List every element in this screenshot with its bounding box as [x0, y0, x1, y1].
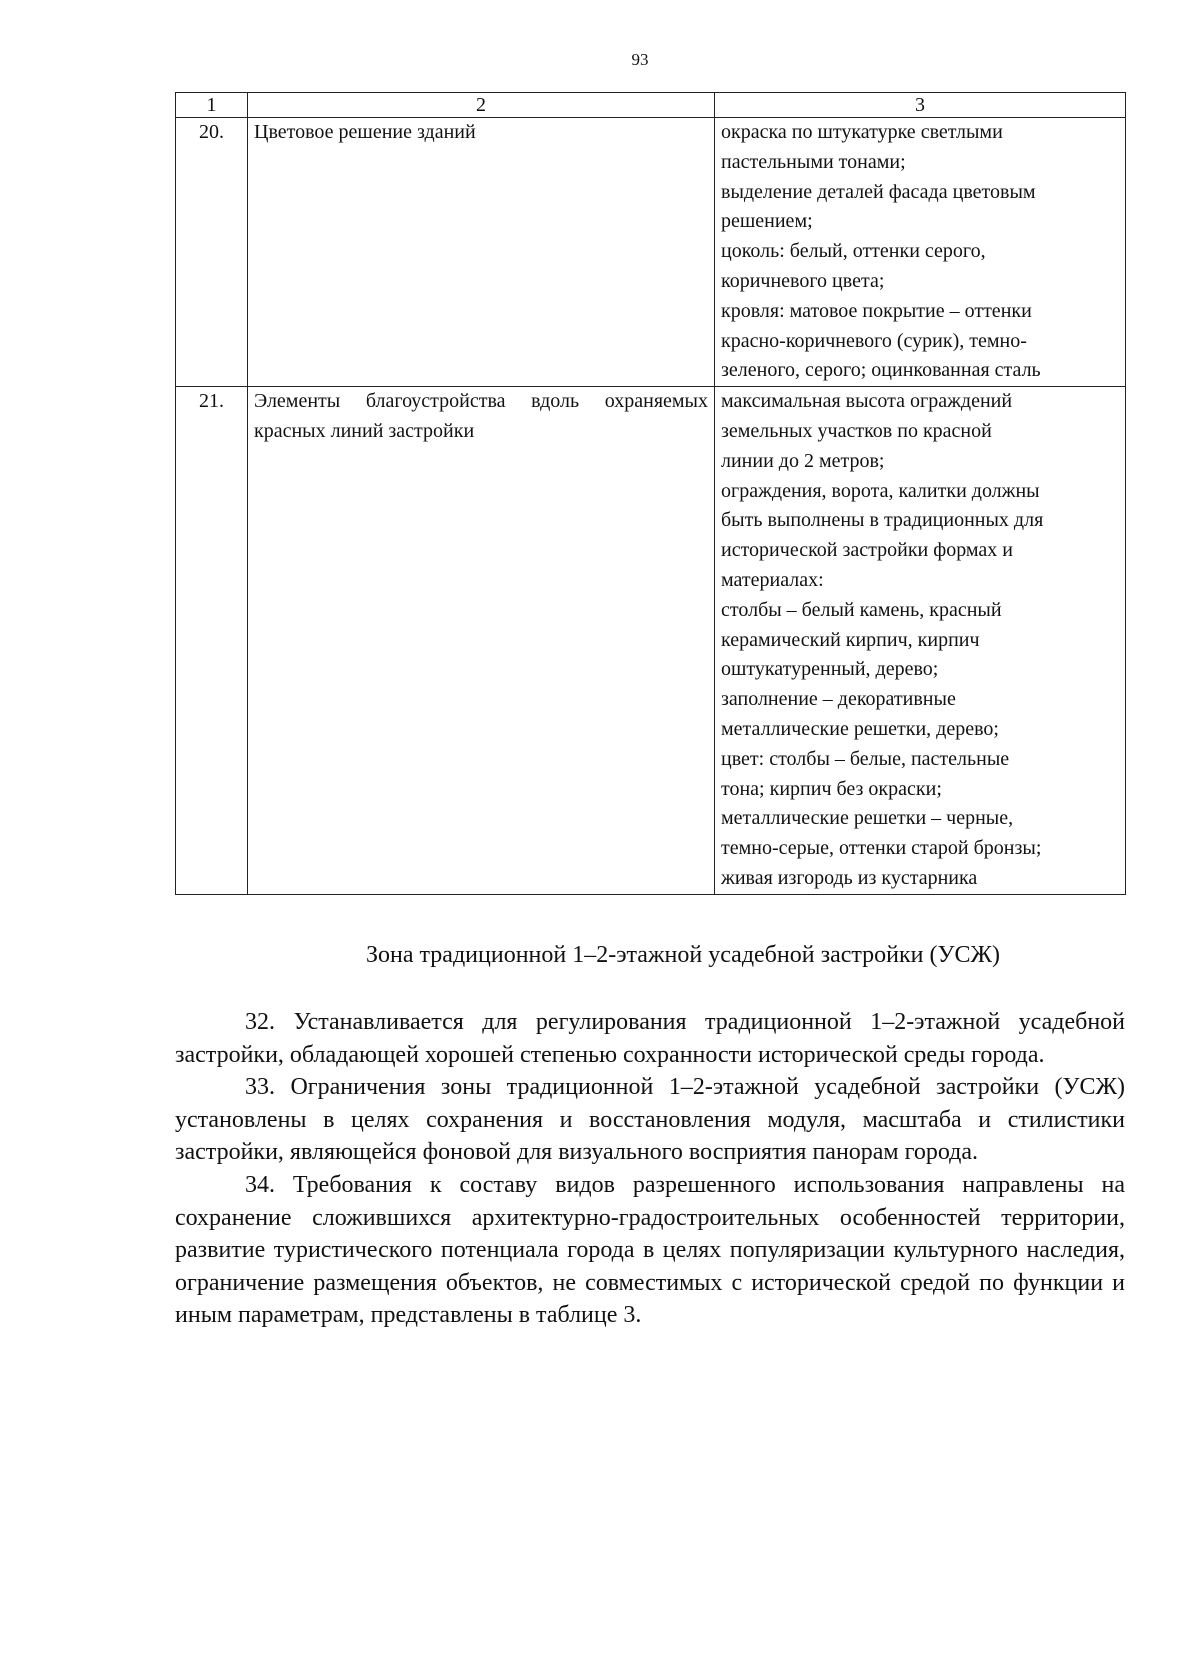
description-line: линии до 2 метров;	[721, 449, 885, 472]
row-name-text: Цветовое решение зданий	[254, 121, 476, 143]
row-description	[715, 387, 1126, 895]
section-heading: Зона традиционной 1–2-этажной усадебной застройки (УСЖ)	[366, 942, 1000, 968]
description-line: максимальная высота ограждений	[721, 390, 1013, 413]
description-line: материалах:	[721, 568, 824, 591]
description-line: заполнение – декоративные	[721, 688, 956, 711]
paragraph-34: 34. Требования к составу видов разрешенного использования направлены на сохранение сложившихся архитектурно-градостроительных особенностей территории, развитие туристического потенциала города в целях популяризации культурного наследия, ограничение размещения объектов, не совместимых с исторической средой по функции и иным параметрам, представлены в таблице 3.	[175, 1171, 1125, 1329]
table-header-cell: 1	[176, 93, 248, 118]
description-line: керамический кирпич, кирпич	[721, 628, 980, 651]
row-number: 20.	[176, 118, 248, 387]
table-header-cell: 2	[248, 93, 715, 118]
description-line: кровля: матовое покрытие – оттенки	[721, 299, 1032, 322]
description-line: решением;	[721, 210, 813, 233]
row-name-text: Элементы благоустройства вдоль охраняемых красных линий застройки	[254, 390, 708, 442]
page-number: 93	[631, 50, 649, 69]
description-line: коричневого цвета;	[721, 269, 885, 292]
description-line: металлические решетки – черные,	[721, 807, 1014, 830]
description-line: живая изгородь из кустарника	[721, 866, 978, 889]
description-line: ограждения, ворота, калитки должны	[721, 479, 1040, 502]
description-line: цоколь: белый, оттенки серого,	[721, 240, 986, 263]
description-line: темно-серые, оттенки старой бронзы;	[721, 837, 1042, 860]
table-header-cell: 3	[715, 93, 1126, 118]
description-line: исторической застройки формах и	[721, 539, 1013, 562]
description-line: быть выполнены в традиционных для	[721, 509, 1044, 532]
table-header-row	[176, 93, 1126, 118]
description-line: земельных участков по красной	[721, 419, 992, 442]
description-line: тона; кирпич без окраски;	[721, 777, 942, 800]
paragraph-32: 32. Устанавливается для регулирования традиционной 1–2-этажной усадебной застройки, обладающей хорошей степенью сохранности исторической среды города.	[175, 1009, 1125, 1068]
description-line: металлические решетки, дерево;	[721, 717, 999, 740]
description-line: зеленого, серого; оцинкованная сталь	[721, 359, 1041, 382]
description-line: цвет: столбы – белые, пастельные	[721, 747, 1010, 770]
description-line: окраска по штукатурке светлыми	[721, 121, 1003, 143]
row-number: 21.	[176, 387, 248, 895]
row-name	[248, 118, 715, 387]
paragraph-33: 33. Ограничения зоны традиционной 1–2-этажной усадебной застройки (УСЖ) установлены в целях сохранения и восстановления модуля, масштаба и стилистики застройки, являющейся фоновой для визуального восприятия панорам города.	[175, 1074, 1125, 1166]
row-name	[248, 387, 715, 895]
description-line: выделение деталей фасада цветовым	[721, 180, 1036, 203]
row-description	[715, 118, 1126, 387]
description-line: оштукатуренный, дерево;	[721, 658, 939, 681]
table-row	[176, 387, 1126, 895]
description-line: столбы – белый камень, красный	[721, 598, 1002, 621]
table-row	[176, 118, 1126, 387]
description-line: красно-коричневого (сурик), темно-	[721, 329, 1027, 352]
body-text	[175, 1006, 1125, 1332]
regulation-table	[175, 92, 1126, 895]
description-line: пастельными тонами;	[721, 150, 906, 173]
